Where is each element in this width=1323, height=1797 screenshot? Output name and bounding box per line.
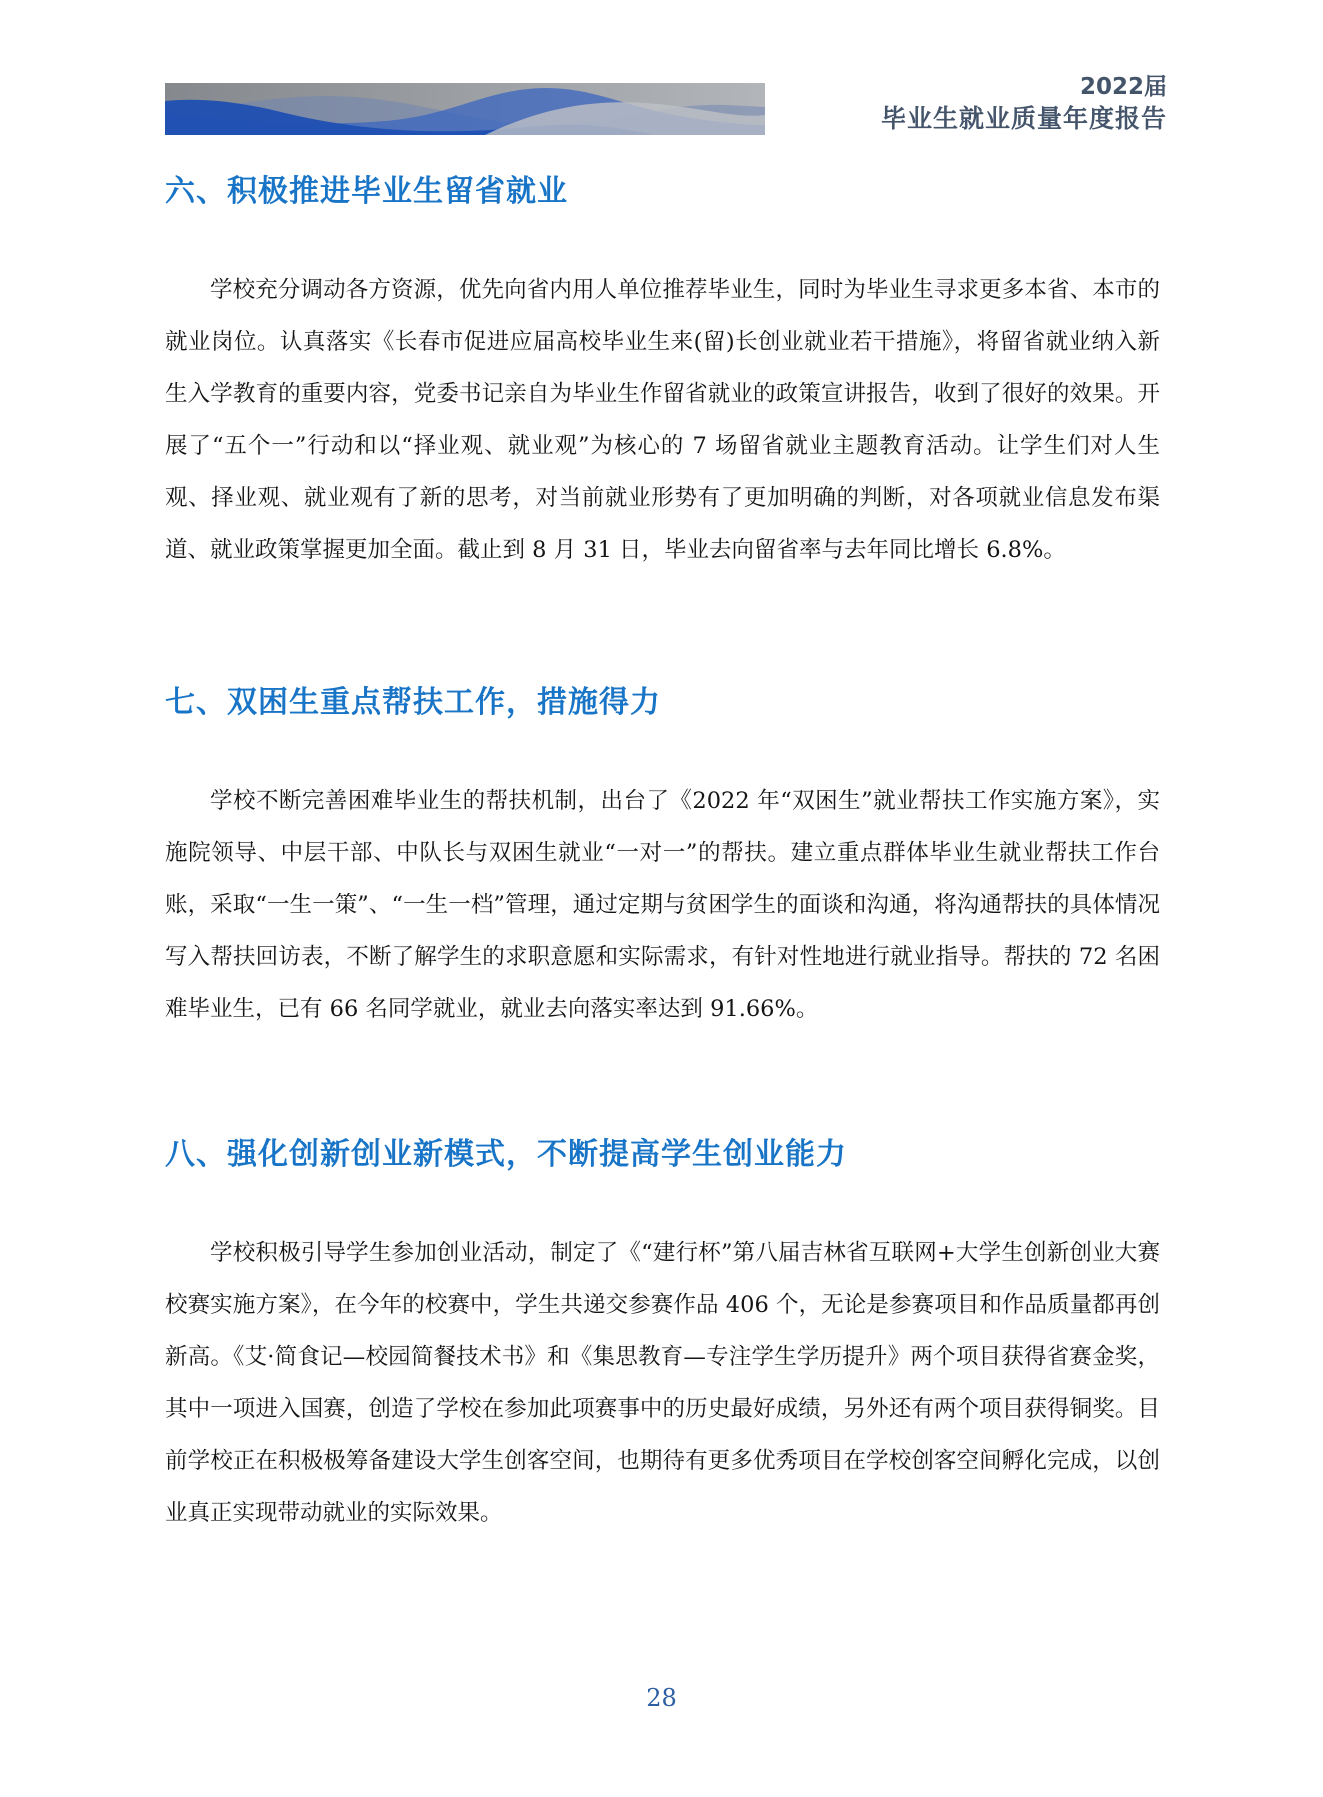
section-eight-body: 学校积极引导学生参加创业活动，制定了《“建行杯”第八届吉林省互联网+大学生创新创业大赛校赛实施方案》，在今年的校赛中，学生共递交参赛作品 406 个，无论是参赛项目和作品质量都再创新高。《艾·简食记—校园简餐技术书》和《集思教育—专注学生学历提升》两个项目获得省赛金奖，其中一项进入国赛，创造了学校在参加此项赛事中的历史最好成绩，另外还有两个项目获得铜奖。目前学校正在积极极筹备建设大学生创客空间，也期待有更多优秀项目在学校创客空间孵化完成，以创业真正实现带动就业的实际效果。 [165, 1240, 1160, 1526]
section-eight-heading: 八、强化创新创业新模式，不断提高学生创业能力 [165, 1137, 847, 1172]
report-year: 2022届 [1079, 74, 1167, 100]
section-six [165, 172, 1160, 576]
section-six-body: 学校充分调动各方资源，优先向省内用人单位推荐毕业生，同时为毕业生寻求更多本省、本市的就业岗位。认真落实《长春市促进应届高校毕业生来(留)长创业就业若干措施》，将留省就业纳入新生入学教育的重要内容，党委书记亲自为毕业生作留省就业的政策宣讲报告，收到了很好的效果。开展了“五个一”行动和以“择业观、就业观”为核心的 7 场留省就业主题教育活动。让学生们对人生观、择业观、就业观有了新的思考，对当前就业形势有了更加明确的判断，对各项就业信息发布渠道、就业政策掌握更加全面。截止到 8 月 31 日，毕业去向留省率与去年同比增长 6.8%。 [165, 277, 1160, 563]
section-seven [165, 683, 1160, 1035]
section-eight [165, 1135, 1160, 1539]
page-number: 28 [646, 1684, 677, 1712]
section-seven-heading: 七、双困生重点帮扶工作，措施得力 [165, 685, 661, 720]
section-six-heading: 六、积极推进毕业生留省就业 [165, 174, 568, 209]
report-header [881, 76, 1167, 131]
header-banner-waves-icon [165, 83, 765, 135]
section-seven-body: 学校不断完善困难毕业生的帮扶机制，出台了《2022 年“双困生”就业帮扶工作实施方案》，实施院领导、中层干部、中队长与双困生就业“一对一”的帮扶。建立重点群体毕业生就业帮扶工作台账，采取“一生一策”、“一生一档”管理，通过定期与贫困学生的面谈和沟通，将沟通帮扶的具体情况写入帮扶回访表，不断了解学生的求职意愿和实际需求，有针对性地进行就业指导。帮扶的 72 名困难毕业生，已有 66 名同学就业，就业去向落实率达到 91.66%。 [165, 788, 1160, 1022]
report-title: 毕业生就业质量年度报告 [880, 104, 1167, 133]
